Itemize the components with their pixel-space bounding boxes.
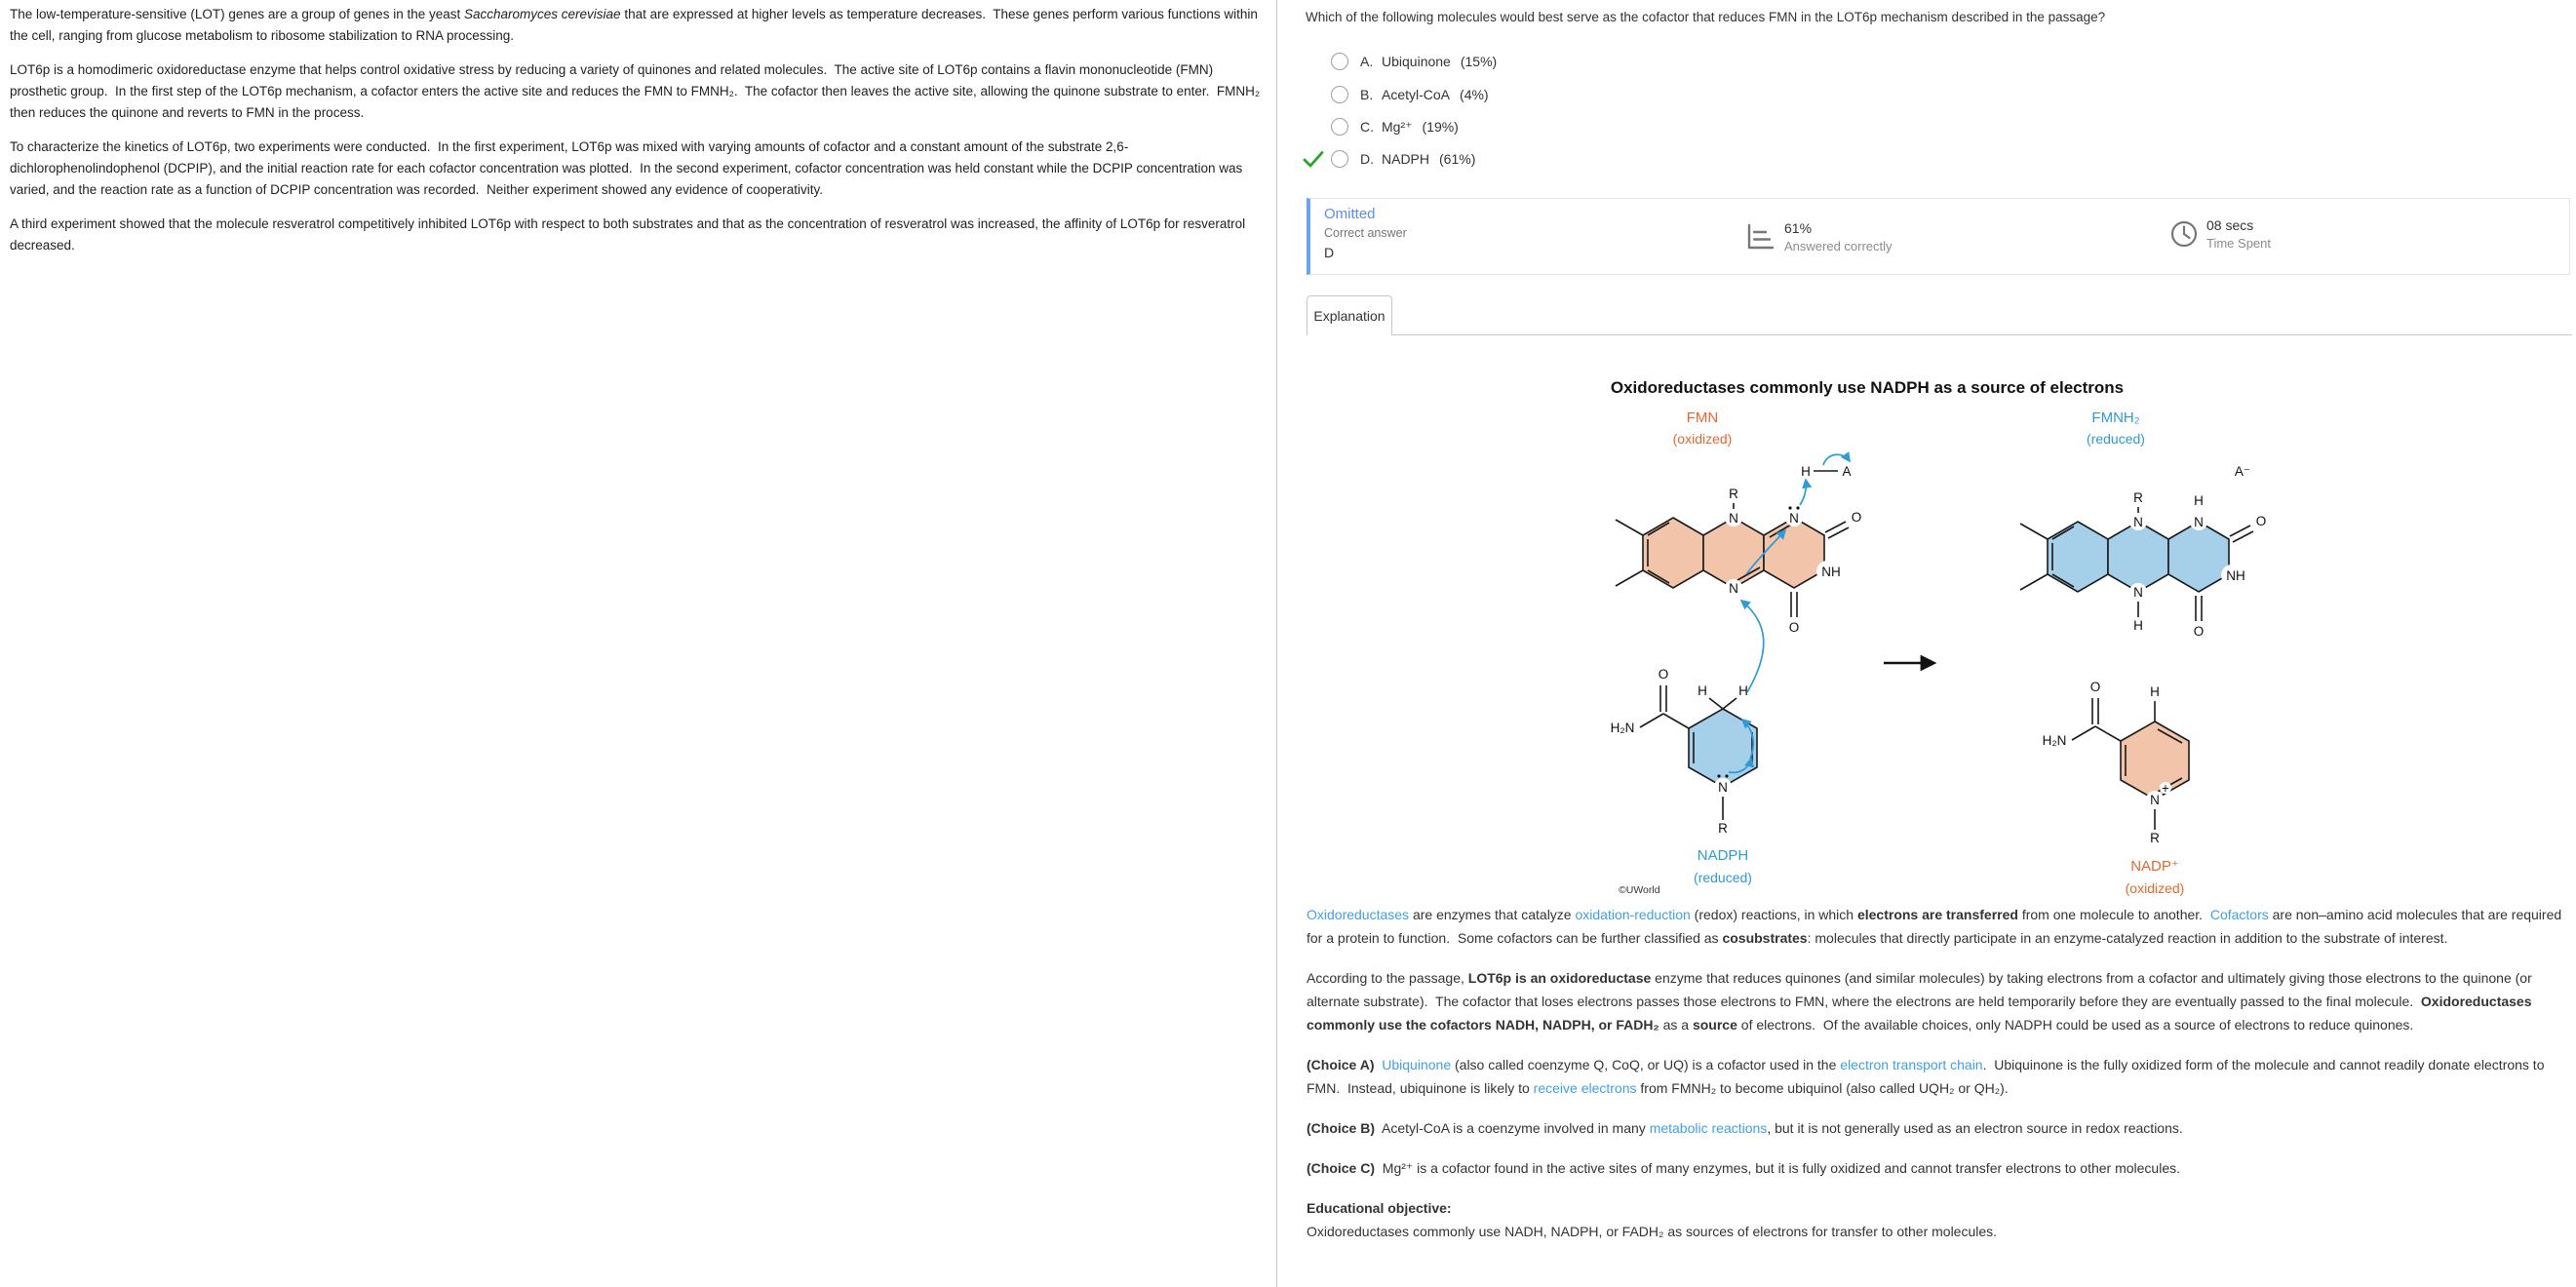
svg-text:N: N	[1718, 780, 1728, 795]
svg-text:NH: NH	[2226, 568, 2245, 583]
svg-text:N: N	[2133, 585, 2143, 600]
fmn-state: (oxidized)	[1672, 431, 1733, 447]
explanation-paragraph: Oxidoreductases are enzymes that catalyze oxidation-reduction (redox) reactions, in which electrons are transferred from one molecule to another. Cofactors are non–amino acid molecules that are required for a protein to function. Some cofactors can be further classified as cosubstrates: molecules that directly participate in an enzyme-catalyzed reaction in addition to the substrate of interest.	[1307, 907, 2566, 946]
fmnh2-structure	[2020, 464, 2266, 639]
option-label: NADPH	[1382, 151, 1430, 167]
option-label: Mg²⁺	[1382, 118, 1413, 135]
time-spent-icon	[2169, 219, 2199, 249]
correct-answer-label: Correct answer	[1324, 226, 1407, 240]
explanation-link[interactable]: receive electrons	[1533, 1080, 1637, 1096]
fmn-structure	[1616, 487, 1861, 635]
svg-text:R: R	[2150, 831, 2160, 845]
option-letter: D.	[1360, 151, 1374, 167]
explanation-link[interactable]: Oxidoreductases	[1307, 907, 1410, 922]
diagram-title: Oxidoreductases commonly use NADPH as a source of electrons	[1610, 378, 2125, 397]
svg-text:N: N	[1789, 511, 1799, 526]
passage-paragraph: The low-temperature-sensitive (LOT) genes are a group of genes in the yeast Saccharomyces cerevisiae that are expressed at higher levels as temperature decreases. These genes perform various functions within the cell, ranging from glucose metabolism to ribosome stabilization to RNA processing.	[10, 7, 1262, 43]
svg-text:+: +	[2162, 781, 2169, 796]
mechanism-diagram	[1521, 375, 2301, 907]
svg-text:H: H	[2194, 493, 2204, 508]
option-percentage: (19%)	[1422, 119, 1459, 135]
svg-text:H: H	[1801, 464, 1811, 479]
svg-text:R: R	[1718, 821, 1728, 836]
fmnh2-state: (reduced)	[2087, 431, 2145, 447]
tab-underline	[1392, 334, 2572, 335]
svg-text:H₂N: H₂N	[1610, 721, 1635, 735]
option-percentage: (4%)	[1460, 87, 1489, 102]
nadph-label: NADPH	[1697, 847, 1749, 864]
question-panel	[1277, 0, 2576, 1287]
nadph-structure	[1611, 667, 1757, 885]
correct-answer-value: D	[1324, 245, 1335, 260]
svg-text:A: A	[1842, 464, 1852, 479]
option-percentage: (15%)	[1460, 54, 1498, 69]
correct-check-icon	[1303, 150, 1326, 168]
svg-text:N: N	[1729, 511, 1738, 526]
nadp-state: (oxidized)	[2125, 880, 2185, 896]
fmnh2-label: FMNH₂	[2091, 410, 2140, 426]
svg-text:N: N	[2150, 793, 2160, 807]
passage-paragraph: LOT6p is a homodimeric oxidoreductase enzyme that helps control oxidative stress by reducing a variety of quinones and related molecules. The active site of LOT6p contains a flavin mononucleotide (FMN) prosthetic group. In the first step of the LOT6p mechanism, a cofactor enters the active site and reduces the FMN to FMNH₂. The cofactor then leaves the active site, allowing the quinone substrate to enter. FMNH₂ then reduces the quinone and reverts to FMN in the process.	[10, 62, 1264, 120]
option-radio[interactable]	[1331, 150, 1348, 168]
tab-explanation[interactable]: Explanation	[1307, 295, 1392, 335]
nadph-state: (reduced)	[1694, 870, 1752, 885]
answer-option-c[interactable]	[1303, 115, 1459, 138]
svg-text:O: O	[2089, 680, 2101, 694]
svg-text:NH: NH	[1821, 565, 1841, 579]
option-radio[interactable]	[1331, 86, 1348, 103]
option-letter: B.	[1360, 87, 1374, 102]
svg-text:O: O	[1658, 667, 1669, 682]
option-radio[interactable]	[1331, 53, 1348, 70]
svg-text:O: O	[2255, 514, 2267, 528]
electron-flow-arrows	[1729, 454, 1850, 772]
acceptor-ha	[1801, 464, 1851, 479]
passage-panel	[10, 4, 1264, 269]
svg-text:N: N	[2194, 515, 2204, 529]
explanation-link[interactable]: oxidation-reduction	[1575, 907, 1691, 922]
svg-text:H: H	[2133, 618, 2143, 633]
explanation-paragraph: (Choice C) Mg²⁺ is a cofactor found in the active sites of many enzymes, but it is fully oxidized and cannot transfer electrons to other molecules.	[1307, 1160, 2181, 1176]
svg-text:H₂N: H₂N	[2042, 733, 2067, 748]
answered-correctly-percent: 61%	[1784, 220, 1813, 236]
option-radio[interactable]	[1331, 118, 1348, 136]
svg-text:H: H	[1698, 683, 1707, 698]
passage-paragraph: A third experiment showed that the molecule resveratrol competitively inhibited LOT6p with respect to both substrates and that as the concentration of resveratrol was increased, the affinity of LOT6p for resveratrol decreased.	[10, 216, 1249, 253]
explanation-paragraph: According to the passage, LOT6p is an oxidoreductase enzyme that reduces quinones (and similar molecules) by taking electrons from a cofactor and ultimately giving those electrons to the quinone (or alternate substrate). The cofactor that loses electrons passes those electrons to FMN, where the electrons are held temporarily before they are eventually passed to the final molecule. Oxidoreductases commonly use the cofactors NADH, NADPH, or FADH₂ as a source of electrons. Of the available choices, only NADPH could be used as a source of electrons to reduce quinones.	[1307, 970, 2536, 1033]
nadp-structure	[2043, 680, 2189, 896]
time-spent-label: Time Spent	[2206, 236, 2271, 251]
educational-objective-text: Oxidoreductases commonly use NADH, NADPH, or FADH₂ as sources of electrons for transfer to other molecules.	[1307, 1224, 1998, 1239]
passage-paragraph: To characterize the kinetics of LOT6p, two experiments were conducted. In the first experiment, LOT6p was mixed with varying amounts of cofactor and a constant amount of the substrate 2,6-dichlorophenolindophenol (DCPIP), and the initial reaction rate for each cofactor concentration was plotted. In the second experiment, cofactor concentration was held constant while the DCPIP concentration was varied, and the reaction rate as a function of DCPIP concentration was recorded. Neither experiment showed any evidence of cooperativity.	[10, 139, 1246, 197]
question-text: Which of the following molecules would best serve as the cofactor that reduces FMN in the LOT6p mechanism described in the passage?	[1306, 10, 2106, 24]
answered-correctly-label: Answered correctly	[1784, 239, 1893, 254]
svg-text:O: O	[1851, 510, 1862, 525]
svg-text:O: O	[1788, 620, 1800, 635]
svg-text:N: N	[2133, 515, 2143, 529]
answer-option-b[interactable]	[1303, 83, 1489, 106]
option-percentage: (61%)	[1439, 151, 1476, 167]
option-label: Ubiquinone	[1382, 54, 1451, 69]
answer-option-d[interactable]	[1303, 147, 1475, 171]
explanation-link[interactable]: electron transport chain	[1840, 1057, 1983, 1072]
option-label: Acetyl-CoA	[1382, 87, 1451, 102]
uworld-watermark: ©UWorld	[1619, 884, 1660, 896]
svg-text:N: N	[1729, 581, 1738, 596]
a-minus-label: A⁻	[2234, 464, 2251, 479]
fmn-label: FMN	[1686, 410, 1719, 426]
nadp-label: NADP⁺	[2130, 858, 2179, 875]
option-letter: C.	[1360, 119, 1374, 135]
educational-objective-heading: Educational objective:	[1307, 1200, 1452, 1216]
svg-text:H: H	[2150, 684, 2160, 699]
option-letter: A.	[1360, 54, 1374, 69]
time-spent-value: 08 secs	[2206, 217, 2254, 233]
explanation-paragraph: (Choice B) Acetyl-CoA is a coenzyme involved in many metabolic reactions, but it is not generally used as an electron source in redox reactions.	[1307, 1120, 2183, 1136]
explanation-link[interactable]: Ubiquinone	[1382, 1057, 1452, 1072]
explanation-link[interactable]: metabolic reactions	[1649, 1120, 1768, 1136]
explanation-body	[1307, 903, 2566, 1243]
result-status: Omitted	[1324, 206, 1376, 222]
svg-text:O: O	[2193, 624, 2205, 639]
svg-text:H: H	[1738, 683, 1748, 698]
explanation-link[interactable]: Cofactors	[2209, 907, 2269, 922]
svg-text:R: R	[1729, 487, 1738, 501]
answered-correctly-icon	[1745, 222, 1775, 252]
svg-text:R: R	[2133, 490, 2143, 505]
answer-option-a[interactable]	[1303, 50, 1497, 73]
result-card	[1307, 198, 2570, 275]
explanation-paragraph: (Choice A) Ubiquinone (also called coenzyme Q, CoQ, or UQ) is a cofactor used in the electron transport chain. Ubiquinone is the fully oxidized form of the molecule and cannot readily donate electrons to FMN. Instead, ubiquinone is likely to receive electrons from FMNH₂ to become ubiquinol (also called UQH₂ or QH₂).	[1307, 1057, 2549, 1096]
